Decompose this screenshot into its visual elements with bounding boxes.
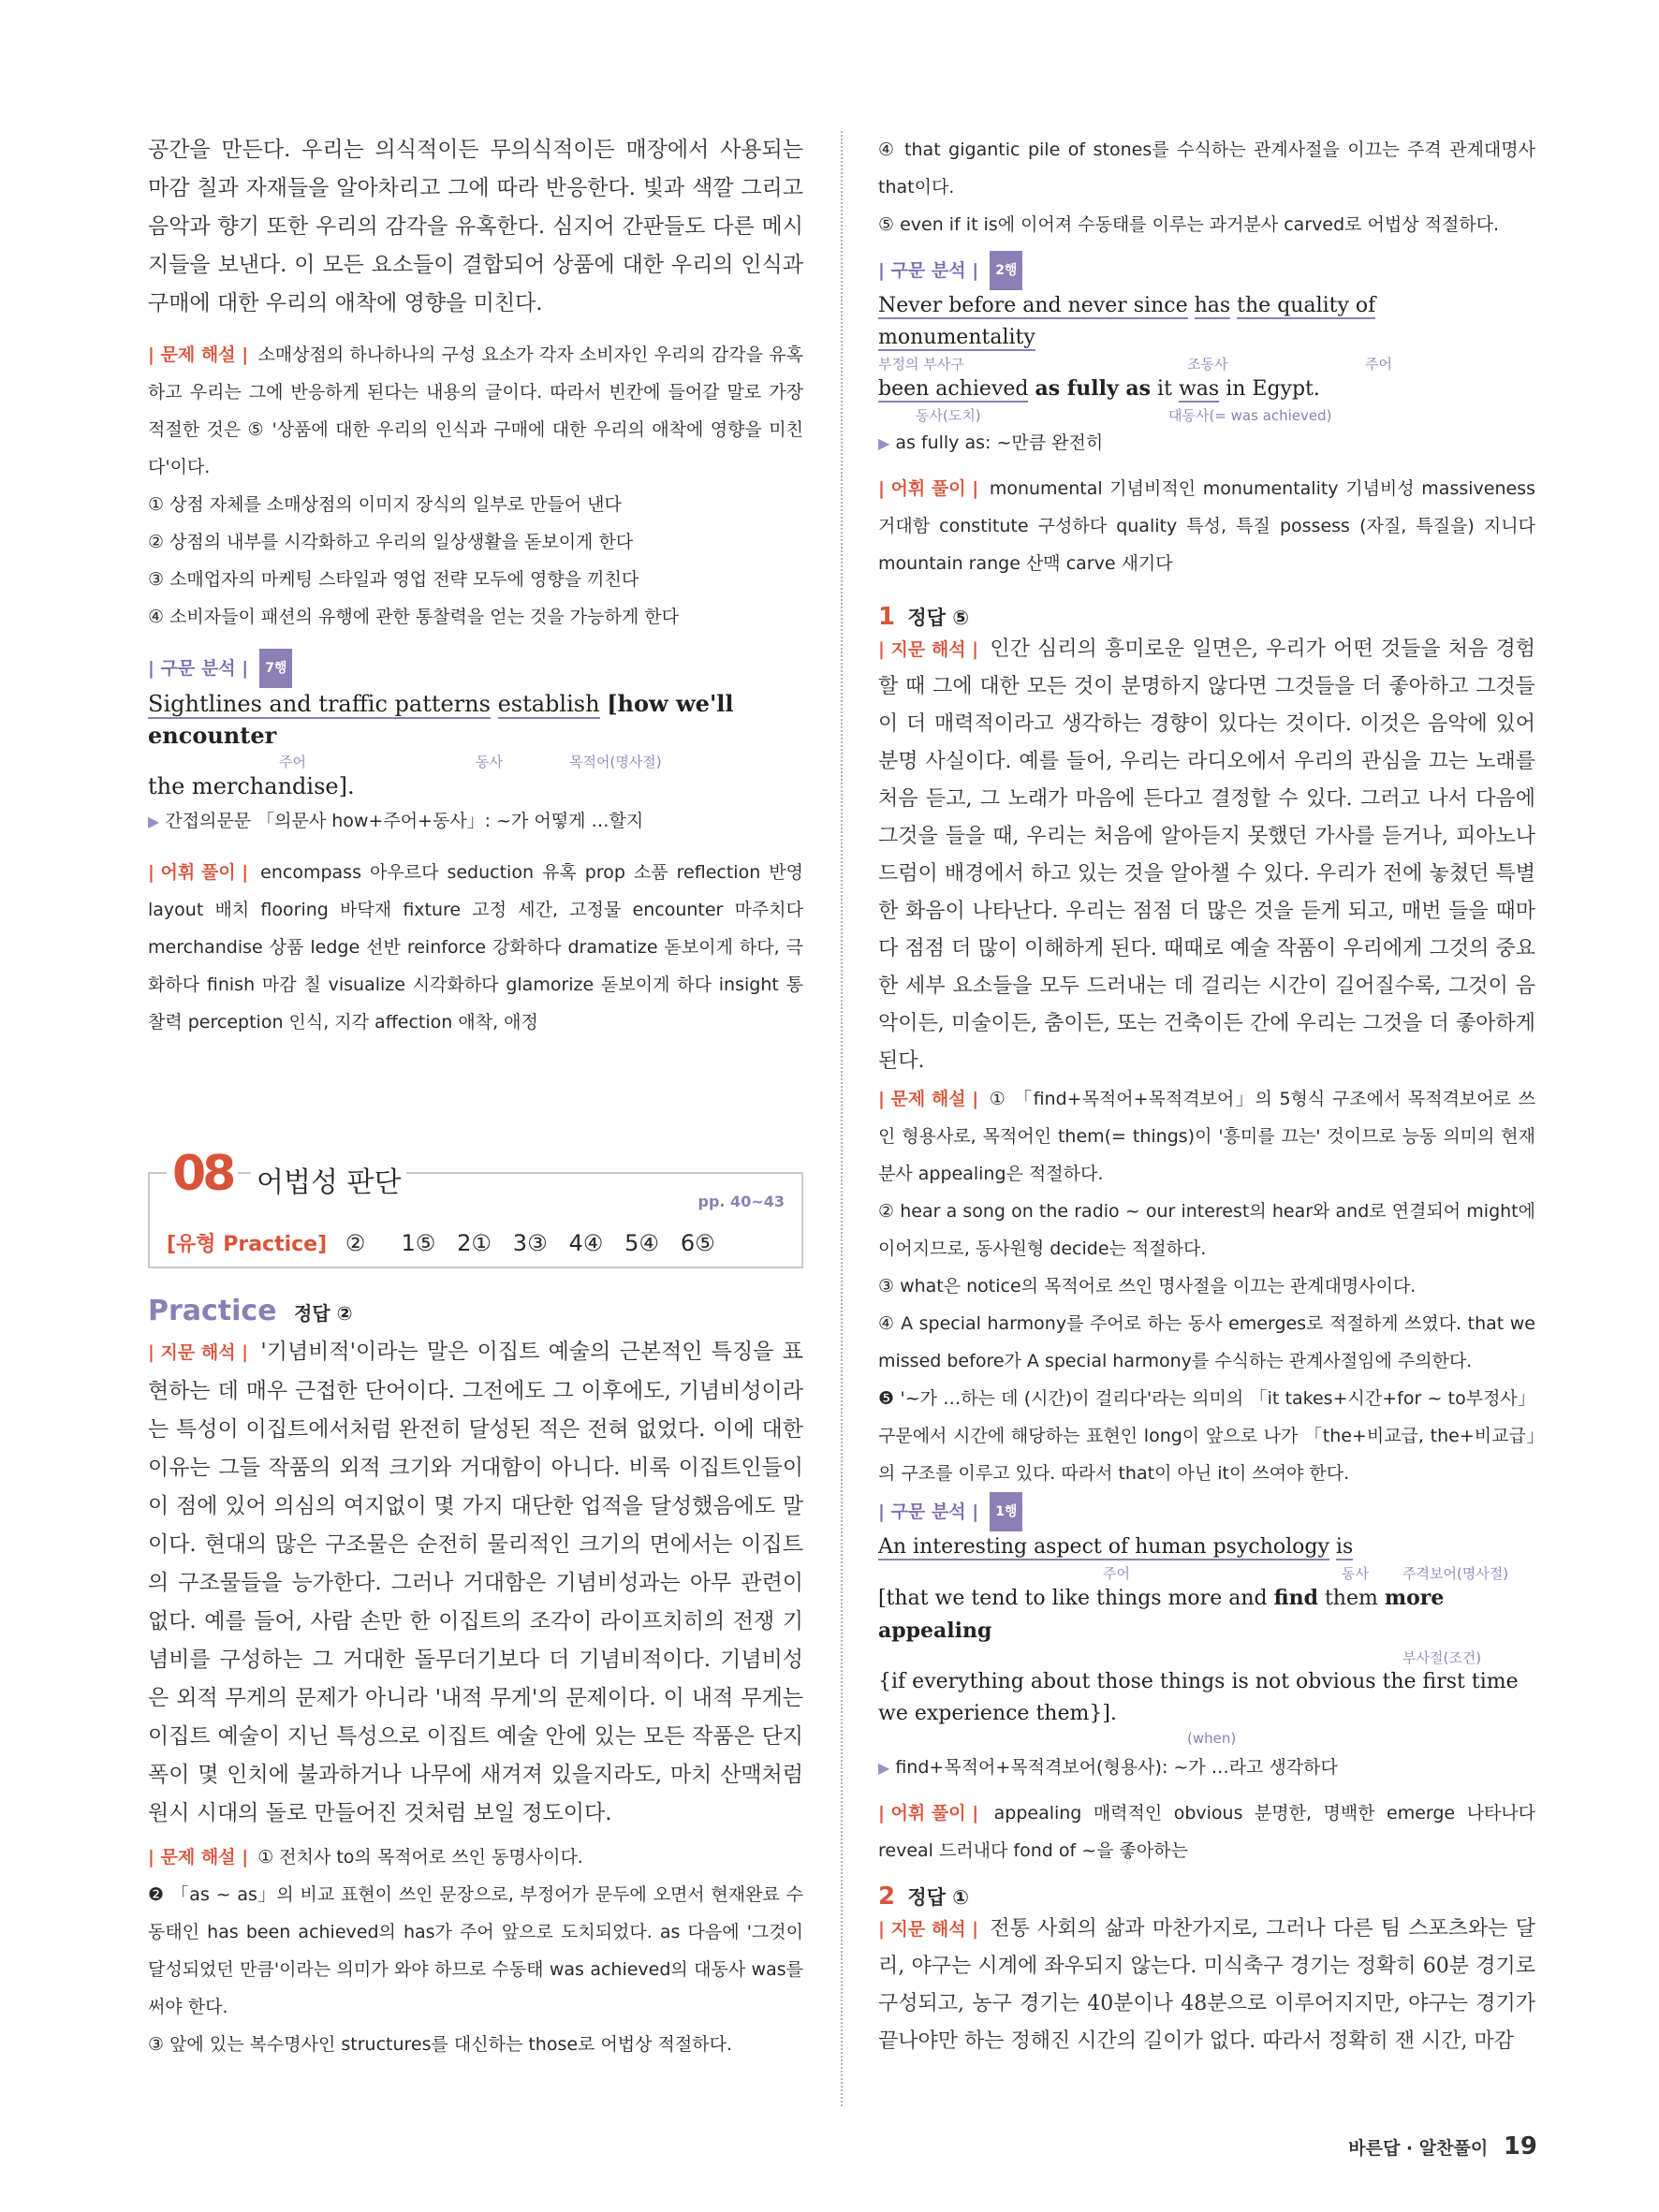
vocabulary: [148, 854, 803, 1041]
right-syntax-sentence: [878, 290, 1535, 424]
q1-vocabulary-text: appealing 매력적인 obvious 분명한, 명백한 emerge 나타나다 reveal 드러내다 fond of ~을 좋아하는: [878, 1803, 1535, 1861]
syntax-ann-subject: 주어: [279, 754, 306, 770]
syntax-subject: Sightlines and traffic patterns: [148, 691, 491, 717]
q1-syntax-sentence: [878, 1531, 1535, 1749]
section-answers: [167, 1228, 785, 1257]
rs-in-egypt: in Egypt.: [1226, 377, 1320, 401]
q1s-them: them: [1324, 1587, 1378, 1610]
syntax-ann-object: 목적어(명사절): [569, 754, 662, 770]
q1s-ann-complement: 주격보어(명사절): [1402, 1565, 1509, 1582]
q1-expl-3: ③ what은 notice의 목적어로 쓰인 명사절을 이끄는 관계대명사이다.: [878, 1276, 1417, 1296]
syntax-heading: [148, 649, 803, 688]
option-4: ④ 소비자들이 패션의 유행에 관한 통찰력을 얻는 것을 가능하게 한다: [148, 607, 679, 627]
q1-expl-1: ① 「find+목적어+목적격보어」의 5형식 구조에서 목적격보어로 쓰인 형용사로, 목적어인 them(= things)이 '흥미를 끄는' 것이므로 능동 의미의 현재분사 appealing은 적절하다.: [878, 1089, 1535, 1184]
q1-vocabulary: [878, 1795, 1535, 1869]
syntax-ann-verb: 동사: [476, 754, 503, 770]
q1-heading: [878, 603, 1535, 631]
q1-answer: 정답 ⑤: [907, 607, 970, 629]
practice-answer: 정답 ②: [294, 1302, 353, 1325]
rs-aux: has: [1194, 294, 1231, 317]
q1-passage-tag: | 지문 해석 |: [878, 639, 979, 660]
rs-verb: been achieved: [878, 377, 1029, 401]
section-header-box: [148, 1146, 803, 1268]
option-3: ③ 소매업자의 마케팅 스타일과 영업 전략 모두에 영향을 끼친다: [148, 569, 639, 590]
section-pages: pp. 40~43: [697, 1193, 785, 1210]
problem-explanation-text: 소매상점의 하나하나의 구성 요소가 각자 소비자인 우리의 감각을 유혹하고 우리는 그에 반응하게 된다는 내용의 글이다. 따라서 빈칸에 들어갈 말로 가장 적절한 것은 ⑤ '상품에 대한 우리의 인식과 구매에 대한 우리의 애착에 영향을 미친다'이다.: [148, 344, 803, 477]
practice-expl-1: ① 전치사 to의 목적어로 쓰인 동명사이다.: [257, 1847, 583, 1868]
rs-it: it: [1157, 377, 1172, 401]
q2-passage-text: 전통 사회의 삶과 마찬가지로, 그러나 다른 팀 스포츠와는 달리, 야구는 시계에 좌우되지 않는다. 미식축구 경기는 정확히 60분 경기로 구성되고, 농구 경기는 40분이나 48분으로 이루어지지만, 야구는 경기가 끝나야만 하는 정해진 시간의 길이가 없다. 따라서 정확히 잰 시간, 마감: [878, 1917, 1535, 2053]
q1-expl-4: ④ A special harmony를 주어로 하는 동사 emerges로 적절하게 쓰였다. that we missed before가 A special harmony를 수식하는 관계사절임에 주의한다.: [878, 1313, 1535, 1371]
q1-number: 1: [878, 603, 896, 631]
page-footer: [1348, 2132, 1537, 2161]
q1s-if-clause: {if everything about those things is not obvious the first time: [878, 1670, 1519, 1693]
rs-neg-phrase: Never before and never since: [878, 294, 1188, 317]
q1-expl-2: ② hear a song on the radio ~ our interest의 hear와 and로 연결되어 might에 이어지므로, 동사원형 decide는 적절하다.: [878, 1201, 1535, 1259]
rs-ann-verb: 동사(도치): [916, 407, 981, 424]
vocabulary-tag: | 어휘 풀이 |: [148, 862, 249, 883]
practice-passage: [148, 1333, 803, 1833]
option-list: [148, 486, 803, 636]
q1-passage-text: 인간 심리의 흥미로운 일면은, 우리가 어떤 것들을 처음 경험할 때 그에 대한 모든 것이 분명하지 않다면 그것들을 더 좋아하고 그것들이 더 매력적이라고 생각하는 경향이 있다는 것이다. 이것은 음악에 있어 분명 사실이다. 예를 들어, 우리는 라디오에서 우리의 관심을 끄는 노래를 처음 듣고, 그 노래가 마음에 든다고 결정할 수 있다. 그러고 나서 다음에 그것을 들을 때, 우리는 처음에 알아듣지 못했던 가사를 듣거나, 피아노나 드럼이 배경에서 하고 있는 것을 알아챌 수 있다. 우리가 전에 놓쳤던 특별한 화음이 나타난다. 우리는 점점 더 많은 것을 듣게 되고, 매번 들을 때마다 점점 더 많이 이해하게 된다. 때때로 예술 작품이 우리에게 그것의 중요한 세부 요소들을 모두 드러내는 데 걸리는 시간이 길어질수록, 그것이 음악이든, 미술이든, 춤이든, 또는 건축이든 간에 우리는 그것을 더 좋아하게 된다.: [878, 637, 1535, 1073]
q1-explanation: [878, 1080, 1535, 1193]
right-syntax-heading: [878, 251, 1535, 290]
q1s-complement-clause: [that we tend to like things more and find them more appealing: [878, 1586, 1445, 1643]
footer-label: 바른답 · 알찬풀이: [1348, 2138, 1489, 2159]
passage-tag: | 지문 해석 |: [148, 1342, 249, 1363]
rs-was: was: [1178, 377, 1220, 401]
right-expl-5: ⑤ even if it is에 이어져 수동태를 이루는 과거분사 carved로 어법상 적절하다.: [878, 214, 1500, 235]
q1s-ann-when: (when): [1187, 1730, 1237, 1747]
section-title: 어법성 판단: [251, 1159, 406, 1200]
problem-explanation-tag: | 문제 해설 |: [148, 344, 249, 365]
q1-explanation-tag: | 문제 해설 |: [878, 1089, 979, 1109]
right-expl-4: ④ that gigantic pile of stones를 수식하는 관계사절을 이끄는 주격 관계대명사 that이다.: [878, 139, 1535, 198]
rs-as-fully-as: as fully as: [1035, 376, 1152, 401]
q1-vocabulary-tag: | 어휘 풀이 |: [878, 1803, 979, 1824]
q1s-ann-verb: 동사: [1342, 1565, 1369, 1582]
q1s-subject: An interesting aspect of human psychology: [878, 1535, 1329, 1559]
right-vocabulary-tag: | 어휘 풀이 |: [878, 478, 979, 499]
passage-text: '기념비적'이라는 말은 이집트 예술의 근본적인 특징을 표현하는 데 매우 근접한 단어이다. 그전에도 그 이후에도, 기념비성이라는 특성이 이집트에서처럼 완전히 달성된 적은 전혀 없었다. 이에 대한 이유는 그들 작품의 외적 크기와 거대함이 아니다. 비록 이집트인들이 이 점에 있어 의심의 여지없이 몇 가지 대단한 업적을 달성했음에도 말이다. 현대의 많은 구조물은 순전히 물리적인 크기의 면에서는 이집트의 구조물들을 능가한다. 그러나 거대함은 기념비성과는 아무 관련이 없다. 예를 들어, 사람 손만 한 이집트의 조각이 라이프치히의 전쟁 기념비를 구성하는 그 거대한 돌무더기보다 더 기념비적이다. 기념비성은 외적 무게의 문제가 아니라 '내적 무게'의 문제이다. 이 내적 무게는 이집트 예술이 지닌 특성으로 이집트 예술 안에 있는 모든 작품은 단지 폭이 몇 인치에 불과하거나 나무에 새겨져 있을지라도, 마치 산맥처럼 원시 시대의 돌로 만들어진 것처럼 보일 정도이다.: [148, 1340, 804, 1825]
right-vocabulary: [878, 470, 1535, 582]
syntax-sentence-end: the merchandise].: [148, 773, 355, 799]
rs-ann-aux: 조동사: [1187, 356, 1228, 373]
q1-syntax-level-badge: 1행: [990, 1492, 1022, 1531]
option-1: ① 상점 자체를 소매상점의 이미지 장식의 일부로 만들어 낸다: [148, 494, 622, 515]
triangle-bullet-icon: ▶: [878, 434, 890, 452]
rs-ann-subject: 주어: [1365, 356, 1392, 373]
q2-passage-tag: | 지문 해석 |: [878, 1919, 979, 1940]
q1s-if-clause-end: we experience them}].: [878, 1702, 1117, 1725]
left-column: [148, 131, 803, 2063]
practice-heading: [148, 1295, 803, 1327]
vocabulary-text: encompass 아우르다 seduction 유혹 prop 소품 reflection 반영 layout 배치 flooring 바닥재 fixture 고정 세간, 고정물 encounter 마주치다 merchandise 상품 ledge 선반 reinforce 강화하다 dramatize 돋보이게 하다, 극화하다 finish 마감 칠 visualize 시각화하다 glamorize 돋보이게 하다 insight 통찰력 perception 인식, 지각 affection 애착, 애정: [148, 862, 803, 1033]
practice-expl-2: ❷ 「as ~ as」의 비교 표현이 쓰인 문장으로, 부정어가 문두에 오면서 현재완료 수동태인 has been achieved의 has가 주어 앞으로 도치되었다. as 다음에 '그것이 달성되었던 만큼'이라는 의미가 와야 하므로 수동태 was achieved의 대동사 was를 써야 한다.: [148, 1884, 803, 2017]
section-answers-label: [유형 Practice]: [167, 1233, 328, 1256]
syntax-level-badge: 7행: [259, 649, 292, 688]
right-vocabulary-text: monumental 기념비적인 monumentality 기념비성 massiveness 거대함 constitute 구성하다 quality 특성, 특질 possess (자질, 특질을) 지니다 mountain range 산맥 carve 새기다: [878, 478, 1535, 574]
syntax-tag: | 구문 분석 |: [148, 657, 249, 679]
q1-syntax-note: ▶ find+목적어+목적격보어(형용사): ~가 …라고 생각하다: [878, 1757, 1338, 1778]
practice-title: Practice: [148, 1295, 277, 1327]
rs-subject: the quality of monumentality: [878, 294, 1376, 349]
rs-ann-proverb: 대동사(= was achieved): [1168, 407, 1332, 424]
right-column: [878, 131, 1535, 2060]
column-divider: [841, 131, 843, 2106]
q1s-find: find: [1273, 1586, 1318, 1610]
problem-explanation: [148, 336, 803, 486]
page-number: 19: [1503, 2132, 1537, 2161]
q2-answer: 정답 ①: [907, 1886, 970, 1909]
q1s-ann-subject: 주어: [1103, 1565, 1130, 1582]
option-2: ② 상점의 내부를 시각화하고 우리의 일상생활을 돋보이게 한다: [148, 532, 634, 552]
q1s-more-appealing: more appealing: [878, 1586, 1445, 1643]
section-answers-values: ② 1⑤ 2① 3③ 4④ 5④ 6⑤: [345, 1230, 715, 1256]
triangle-bullet-icon: ▶: [878, 1759, 890, 1777]
syntax-sentence: [148, 688, 803, 802]
syntax-note: ▶ 간접의문문 「의문사 how+주어+동사」: ~가 어떻게 …할지: [148, 811, 644, 831]
practice-explanation-tag: | 문제 해설 |: [148, 1847, 249, 1868]
q1-syntax-tag: | 구문 분석 |: [878, 1501, 979, 1522]
syntax-verb: establish: [497, 691, 600, 717]
right-syntax-level-badge: 2행: [990, 251, 1022, 290]
passage-translation-continued: 공간을 만든다. 우리는 의식적이든 무의식적이든 매장에서 사용되는 마감 칠과 자재들을 알아차리고 그에 따라 반응한다. 빛과 색깔 그리고 음악과 향기 또한 우리의 감각을 유혹한다. 심지어 간판들도 다른 메시지들을 보낸다. 이 모든 요소들이 결합되어 상품에 대한 우리의 인식과 구매에 대한 우리의 애착에 영향을 미친다.: [148, 138, 803, 315]
right-syntax-tag: | 구문 분석 |: [878, 259, 979, 281]
practice-explanation: [148, 1838, 803, 1876]
q2-heading: [878, 1882, 1535, 1911]
q1-passage: [878, 631, 1535, 1080]
q1-expl-5: ❺ '~가 …하는 데 (시간)이 걸리다'라는 의미의 「it takes+시간+for ~ to부정사」 구문에서 시간에 해당하는 표현인 long이 앞으로 나가 「the+비교급, the+비교급」의 구조를 이루고 있다. 따라서 that이 아닌 it이 쓰여야 한다.: [878, 1388, 1535, 1484]
section-number: 08: [167, 1146, 238, 1202]
practice-expl-3: ③ 앞에 있는 복수명사인 structures를 대신하는 those로 어법상 적절하다.: [148, 2034, 733, 2055]
triangle-bullet-icon: ▶: [148, 813, 160, 830]
syntax-object-clause: [how we'll encounter: [148, 690, 734, 749]
rs-ann-neg: 부정의 부사구: [878, 356, 964, 373]
q2-number: 2: [878, 1882, 896, 1911]
right-syntax-note: ▶ as fully as: ~만큼 완전히: [878, 432, 1104, 453]
q1s-ann-adverbial: 부사절(조건): [1402, 1649, 1482, 1666]
q1s-verb: is: [1335, 1535, 1354, 1559]
q2-passage: [878, 1911, 1535, 2060]
q1-syntax-heading: [878, 1492, 1535, 1531]
